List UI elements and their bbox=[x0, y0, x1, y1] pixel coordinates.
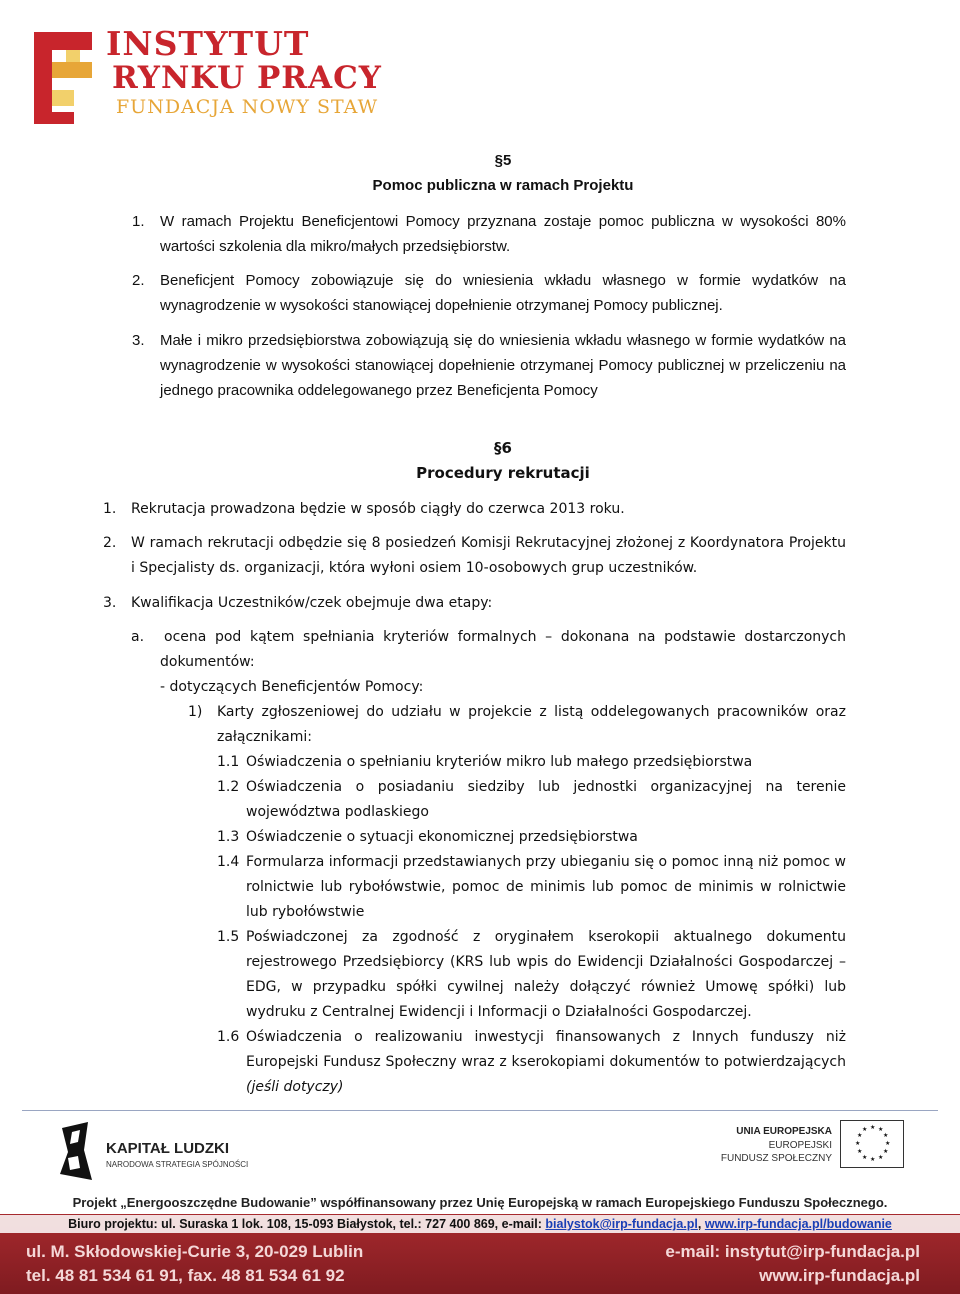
doc1-number: 1) bbox=[188, 704, 203, 720]
attachment-1-6-number: 1.6 bbox=[217, 1029, 240, 1045]
s5-item2-text: Beneficjent Pomocy zobowiązuje się do wniesienia wkładu własnego w formie wydatków na wynagrodzenie w wysokości stanowiącej dopełnienie otrzymanej Pomocy publicznej. bbox=[160, 272, 846, 314]
strip-address-line1: ul. M. Skłodowskiej-Curie 3, 20-029 Lublin bbox=[26, 1242, 364, 1261]
eu-line1: UNIA EUROPEJSKA bbox=[736, 1126, 832, 1137]
svg-text:★: ★ bbox=[855, 1140, 861, 1147]
attachment-1-4-text: Formularza informacji przedstawianych przy ubieganiu się o pomoc inną niż pomoc w rolnictwie lub rybołówstwie, pomoc de minimis lub pomoc de minimis w rolnictwie lub rybołówstwie bbox=[246, 854, 846, 920]
office-separator: , bbox=[697, 1217, 705, 1231]
beneficiaries-heading: - dotyczących Beneficjentów Pomocy: bbox=[160, 679, 424, 695]
office-address-text: Biuro projektu: ul. Suraska 1 lok. 108, 15-093 Białystok, tel.: 727 400 869, e-mail: bbox=[68, 1217, 546, 1231]
svg-text:★: ★ bbox=[883, 1132, 889, 1139]
svg-text:★: ★ bbox=[862, 1154, 868, 1161]
s5-item2-number: 2. bbox=[132, 272, 145, 289]
stage-a-text: ocena pod kątem spełniania kryteriów formalnych – dokonana na podstawie dostarczonych dokumentów: bbox=[160, 629, 846, 670]
eu-flag-icon bbox=[840, 1120, 904, 1168]
irp-logo-icon bbox=[30, 26, 110, 130]
kl-subtitle: NARODOWA STRATEGIA SPÓJNOŚCI bbox=[106, 1160, 249, 1169]
office-email-link[interactable]: bialystok@irp-fundacja.pl bbox=[545, 1217, 698, 1231]
svg-text:★: ★ bbox=[883, 1148, 889, 1155]
section6-title: Procedury rekrutacji bbox=[416, 464, 590, 482]
attachment-1-3-number: 1.3 bbox=[217, 829, 240, 845]
strip-email: e-mail: instytut@irp-fundacja.pl bbox=[665, 1242, 920, 1261]
s6-item3-number: 3. bbox=[103, 595, 117, 611]
section5-title: Pomoc publiczna w ramach Projektu bbox=[372, 177, 634, 194]
office-address bbox=[0, 1215, 960, 1233]
doc1-text: Karty zgłoszeniowej do udziału w projekcie z listą oddelegowanych pracowników oraz załącznikami: bbox=[217, 704, 846, 745]
s5-item1-text: W ramach Projektu Beneficjentowi Pomocy przyznana zostaje pomoc publiczna w wysokości 80% wartości szkolenia dla mikro/małych przedsiębiorstw. bbox=[160, 213, 846, 255]
kl-title: KAPITAŁ LUDZKI bbox=[106, 1140, 230, 1157]
logo-subtitle: FUNDACJA NOWY STAW bbox=[116, 96, 379, 118]
svg-text:★: ★ bbox=[878, 1154, 884, 1161]
kapital-ludzki-logo bbox=[58, 1122, 258, 1182]
eu-logo bbox=[712, 1120, 912, 1180]
svg-text:★: ★ bbox=[878, 1126, 884, 1133]
svg-text:★: ★ bbox=[885, 1140, 891, 1147]
eu-line3: FUNDUSZ SPOŁECZNY bbox=[720, 1153, 832, 1164]
s5-item1-number: 1. bbox=[132, 213, 145, 230]
attachment-1-3-text: Oświadczenie o sytuacji ekonomicznej przedsiębiorstwa bbox=[246, 829, 638, 845]
kapital-ludzki-icon bbox=[58, 1122, 94, 1182]
s6-item1-text: Rekrutacja prowadzona będzie w sposób ciągły do czerwca 2013 roku. bbox=[131, 501, 625, 517]
attachment-1-1-text: Oświadczenia o spełnianiu kryteriów mikro lub małego przedsiębiorstwa bbox=[246, 754, 753, 770]
s6-item2-number: 2. bbox=[103, 535, 117, 551]
s6-item1-number: 1. bbox=[103, 501, 117, 517]
eu-line2: EUROPEJSKI bbox=[768, 1140, 832, 1151]
svg-text:★: ★ bbox=[857, 1132, 863, 1139]
logo-title-line2: RYNKU PRACY bbox=[112, 60, 382, 96]
section6-number: §6 bbox=[494, 439, 512, 457]
office-www-link[interactable]: www.irp-fundacja.pl/budowanie bbox=[704, 1217, 892, 1231]
attachment-1-5-text: Poświadczonej za zgodność z oryginałem kserokopii aktualnego dokumentu rejestrowego Przedsiębiorcy (KRS lub wpis do Ewidencji Działalności Gospodarczej – EDG, w przypadku spółki cywilnej należy dołączyć również Umowę spółki) lub wydruku z Centralnej Ewidencji i Informacji o Działalności Gospodarczej. bbox=[246, 929, 846, 1020]
strip-www: www.irp-fundacja.pl bbox=[759, 1266, 920, 1285]
attachment-1-2-number: 1.2 bbox=[217, 779, 240, 795]
s5-item3-text: Małe i mikro przedsiębiorstwa zobowiązują się do wniesienia wkładu własnego w formie wydatków na wynagrodzenie w wysokości stanowiącej dopełnienie otrzymanej Pomocy publicznej w przeliczeniu na jednego pracownika oddelegowanego przez Beneficjenta Pomocy bbox=[160, 332, 846, 399]
s6-item2-text: W ramach rekrutacji odbędzie się 8 posiedzeń Komisji Rekrutacyjnej złożonej z Koordynatora Projektu i Specjalisty ds. organizacji, która wyłoni osiem 10-osobowych grup uczestników. bbox=[131, 535, 846, 576]
project-statement: Projekt „Energooszczędne Budowanie” współfinansowany przez Unię Europejską w ramach Europejskiego Funduszu Społecznego. bbox=[72, 1195, 888, 1210]
attachment-1-6-text bbox=[246, 1025, 846, 1100]
svg-text:★: ★ bbox=[870, 1124, 876, 1131]
logo-title-line1: INSTYTUT bbox=[106, 24, 310, 63]
attachment-1-5-number: 1.5 bbox=[217, 929, 240, 945]
section5-number: §5 bbox=[494, 152, 512, 169]
stage-a-label: a. bbox=[131, 629, 145, 645]
attachment-1-1-number: 1.1 bbox=[217, 754, 240, 770]
s6-item3-text: Kwalifikacja Uczestników/czek obejmuje dwa etapy: bbox=[131, 595, 493, 611]
svg-text:★: ★ bbox=[862, 1126, 868, 1133]
footer-divider bbox=[22, 1110, 938, 1111]
attachment-1-6-note: (jeśli dotyczy) bbox=[246, 1079, 344, 1095]
strip-address-line2: tel. 48 81 534 61 91, fax. 48 81 534 61 92 bbox=[26, 1266, 345, 1285]
s5-item3-number: 3. bbox=[132, 332, 145, 349]
svg-text:★: ★ bbox=[857, 1148, 863, 1155]
svg-text:★: ★ bbox=[870, 1156, 876, 1163]
attachment-1-2-text: Oświadczenia o posiadaniu siedziby lub jednostki organizacyjnej na terenie województwa podlaskiego bbox=[246, 779, 846, 820]
attachment-1-6-body: Oświadczenia o realizowaniu inwestycji finansowanych z Innych funduszy niż Europejski Fundusz Społeczny wraz z kserokopiami dokumentów to potwierdzających bbox=[246, 1029, 846, 1070]
irp-logo bbox=[30, 22, 390, 132]
attachment-1-4-number: 1.4 bbox=[217, 854, 240, 870]
